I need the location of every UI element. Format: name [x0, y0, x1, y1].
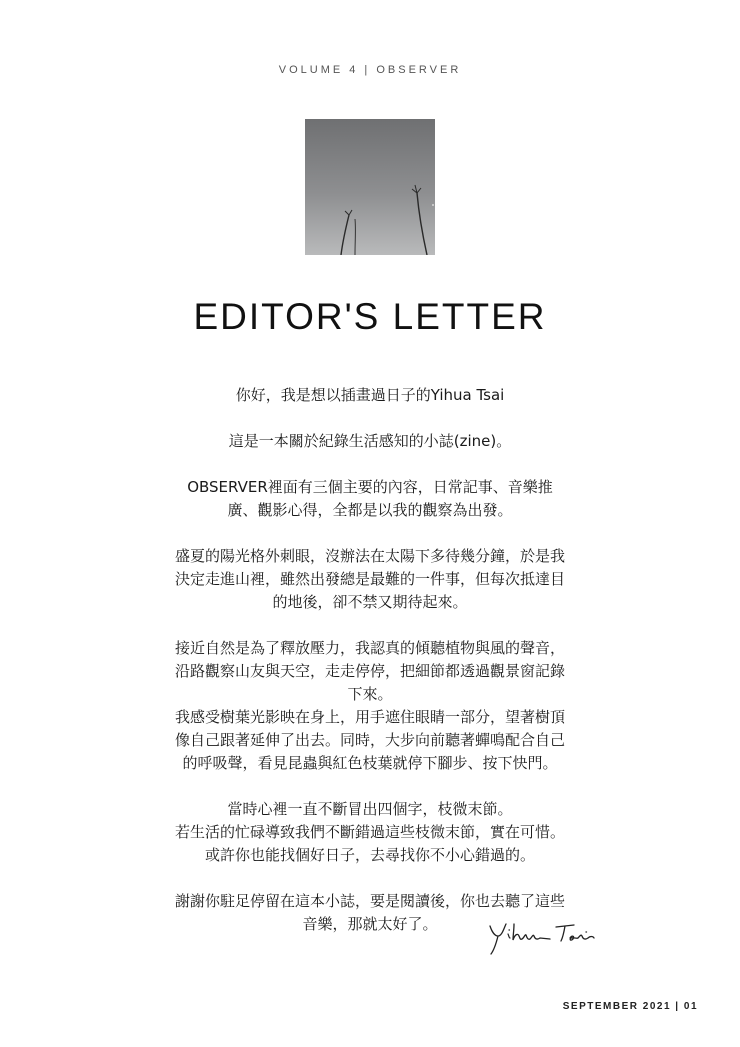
text-line: 下來。 [347, 685, 393, 703]
text-line: 若生活的忙碌導致我們不斷錯過這些枝微末節，實在可惜。 [174, 823, 565, 841]
paragraph [140, 545, 600, 614]
page-footer: SEPTEMBER 2021 | 01 [562, 1001, 698, 1012]
volume-header: VOLUME 4 | OBSERVER [278, 64, 462, 76]
signature [486, 918, 606, 958]
text-line: 像自己跟著延伸了出去。同時，大步向前聽著蟬鳴配合自己 [174, 731, 565, 749]
paragraph [140, 637, 600, 706]
text-line: 盛夏的陽光格外刺眼，沒辦法在太陽下多待幾分鐘，於是我 [174, 547, 565, 565]
text-line: 決定走進山裡，雖然出發總是最難的一件事，但每次抵達目 [174, 570, 565, 588]
cover-photo [305, 119, 435, 255]
text-line: OBSERVER裡面有三個主要的內容，日常記事、音樂推 [187, 478, 553, 496]
text-line: 廣、觀影心得，全都是以我的觀察為出發。 [227, 501, 513, 519]
page-title: EDITOR'S LETTER [193, 296, 547, 337]
text-line: 或許你也能找個好日子，去尋找你不小心錯過的。 [204, 846, 535, 864]
text-line: 謝謝你駐足停留在這本小誌，要是閱讀後，你也去聽了這些 [174, 892, 565, 910]
paragraph [140, 384, 600, 407]
text-line: 音樂，那就太好了。 [302, 915, 438, 933]
text-line: 你好，我是想以插畫過日子的Yihua Tsai [235, 386, 505, 404]
text-line: 的呼吸聲，看見昆蟲與紅色枝葉就停下腳步、按下快門。 [182, 754, 558, 772]
text-line: 這是一本關於紀錄生活感知的小誌(zine)。 [228, 432, 512, 450]
paragraph [140, 430, 600, 453]
letter-body [140, 384, 600, 959]
text-line: 我感受樹葉光影映在身上，用手遮住眼睛一部分，望著樹頂 [174, 708, 565, 726]
paragraph [140, 706, 600, 775]
text-line: 接近自然是為了釋放壓力，我認真的傾聽植物與風的聲音， [174, 639, 565, 657]
paragraph [140, 476, 600, 522]
text-line: 沿路觀察山友與天空，走走停停，把細節都透過觀景窗記錄 [174, 662, 565, 680]
text-line: 當時心裡一直不斷冒出四個字，枝微末節。 [227, 800, 513, 818]
paragraph [140, 798, 600, 867]
text-line: 的地後，卻不禁又期待起來。 [272, 593, 468, 611]
